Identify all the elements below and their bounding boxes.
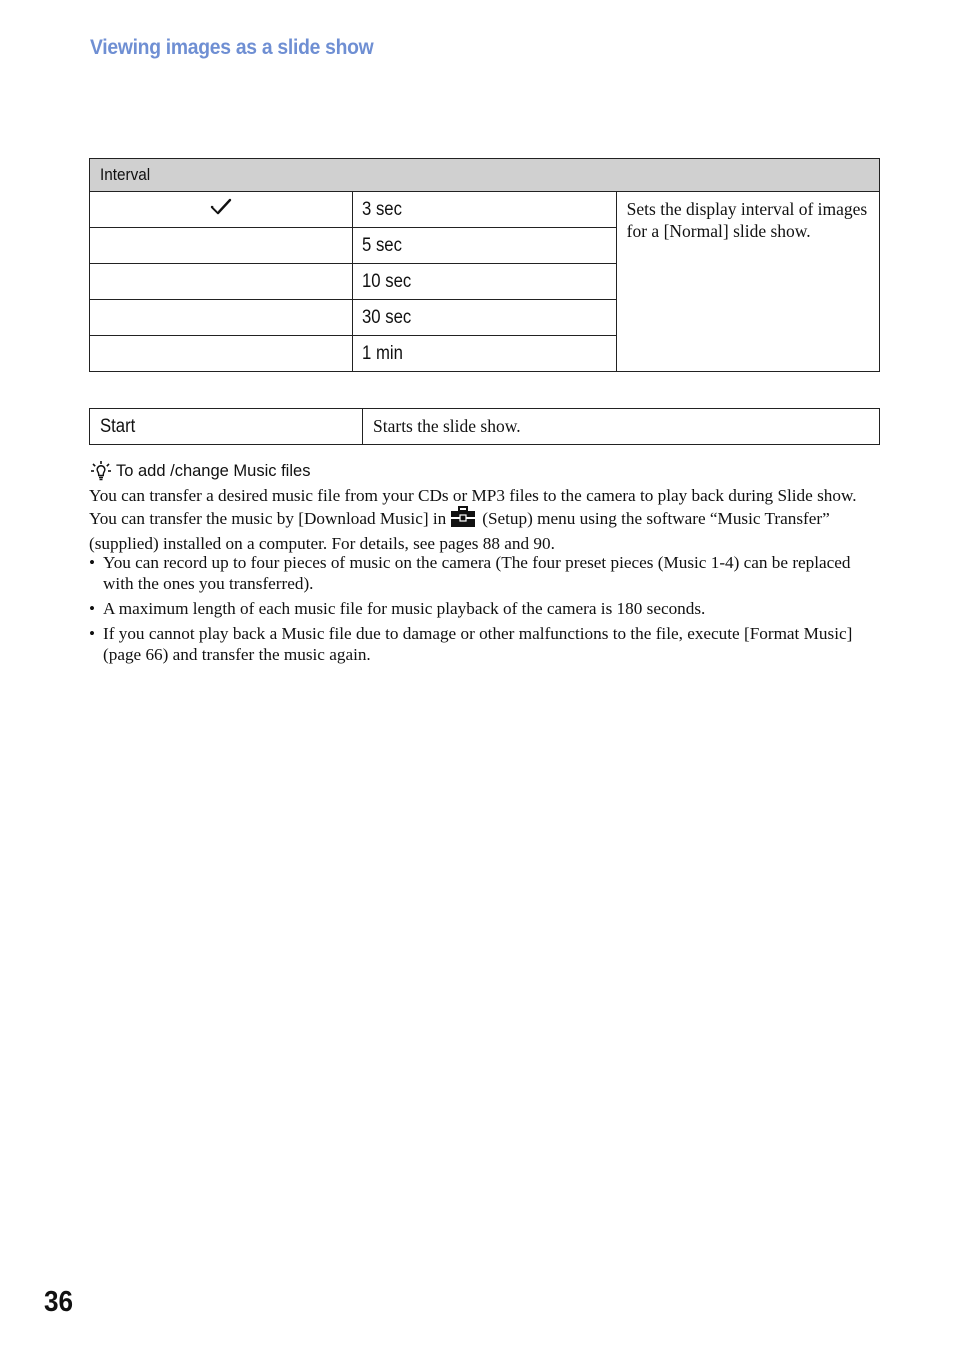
interval-option-label: 1 min [353, 336, 616, 372]
interval-option-label: 5 sec [353, 228, 616, 264]
list-item: • You can record up to four pieces of music on the camera (The four preset pieces (Music 1-4) can be replaced with the ones you transferred). [89, 552, 879, 594]
list-item: • If you cannot play back a Music file due to damage or other malfunctions to the file, execute [Format Music] (page 66) and transfer the music again. [89, 623, 879, 665]
list-item: • A maximum length of each music file for music playback of the camera is 180 seconds. [89, 598, 879, 619]
body-text-part: (Setup) menu using the software “Music Transfer” (supplied) installed on a computer. For details, see pages 88 and 90. [89, 509, 830, 553]
interval-option-row[interactable] [90, 192, 880, 228]
interval-table-header [90, 159, 880, 192]
section-title: Viewing images as a slide show [90, 36, 374, 59]
checkmark-cell [90, 300, 353, 336]
interval-description: Sets the display interval of images for a [Normal] slide show. [616, 192, 879, 372]
hint-heading [90, 460, 310, 482]
interval-option-label: 10 sec [353, 264, 616, 300]
lightbulb-icon [90, 460, 112, 482]
interval-option-label: 30 sec [353, 300, 616, 336]
body-paragraph [89, 485, 879, 554]
interval-option-label: 3 sec [353, 192, 616, 228]
interval-table [89, 158, 880, 372]
checkmark-cell [90, 264, 353, 300]
start-description: Starts the slide show. [363, 409, 880, 445]
interval-header-cell: Interval [90, 159, 880, 192]
hint-title: To add /change Music files [116, 461, 311, 480]
checkmark-cell [90, 228, 353, 264]
page-number: 36 [44, 1286, 74, 1318]
checkmark-icon [210, 198, 232, 216]
start-table [89, 408, 880, 445]
toolbox-icon [450, 506, 476, 533]
start-row[interactable] [90, 409, 880, 445]
checkmark-cell [90, 336, 353, 372]
body-text-part: You can transfer a desired music file from your CDs or MP3 files to the camera to play back during Slide show. You can transfer the music by [Download Music] in [89, 486, 857, 528]
notes-list [89, 552, 879, 669]
selected-checkmark-cell [90, 192, 353, 228]
start-label: Start [90, 409, 363, 445]
